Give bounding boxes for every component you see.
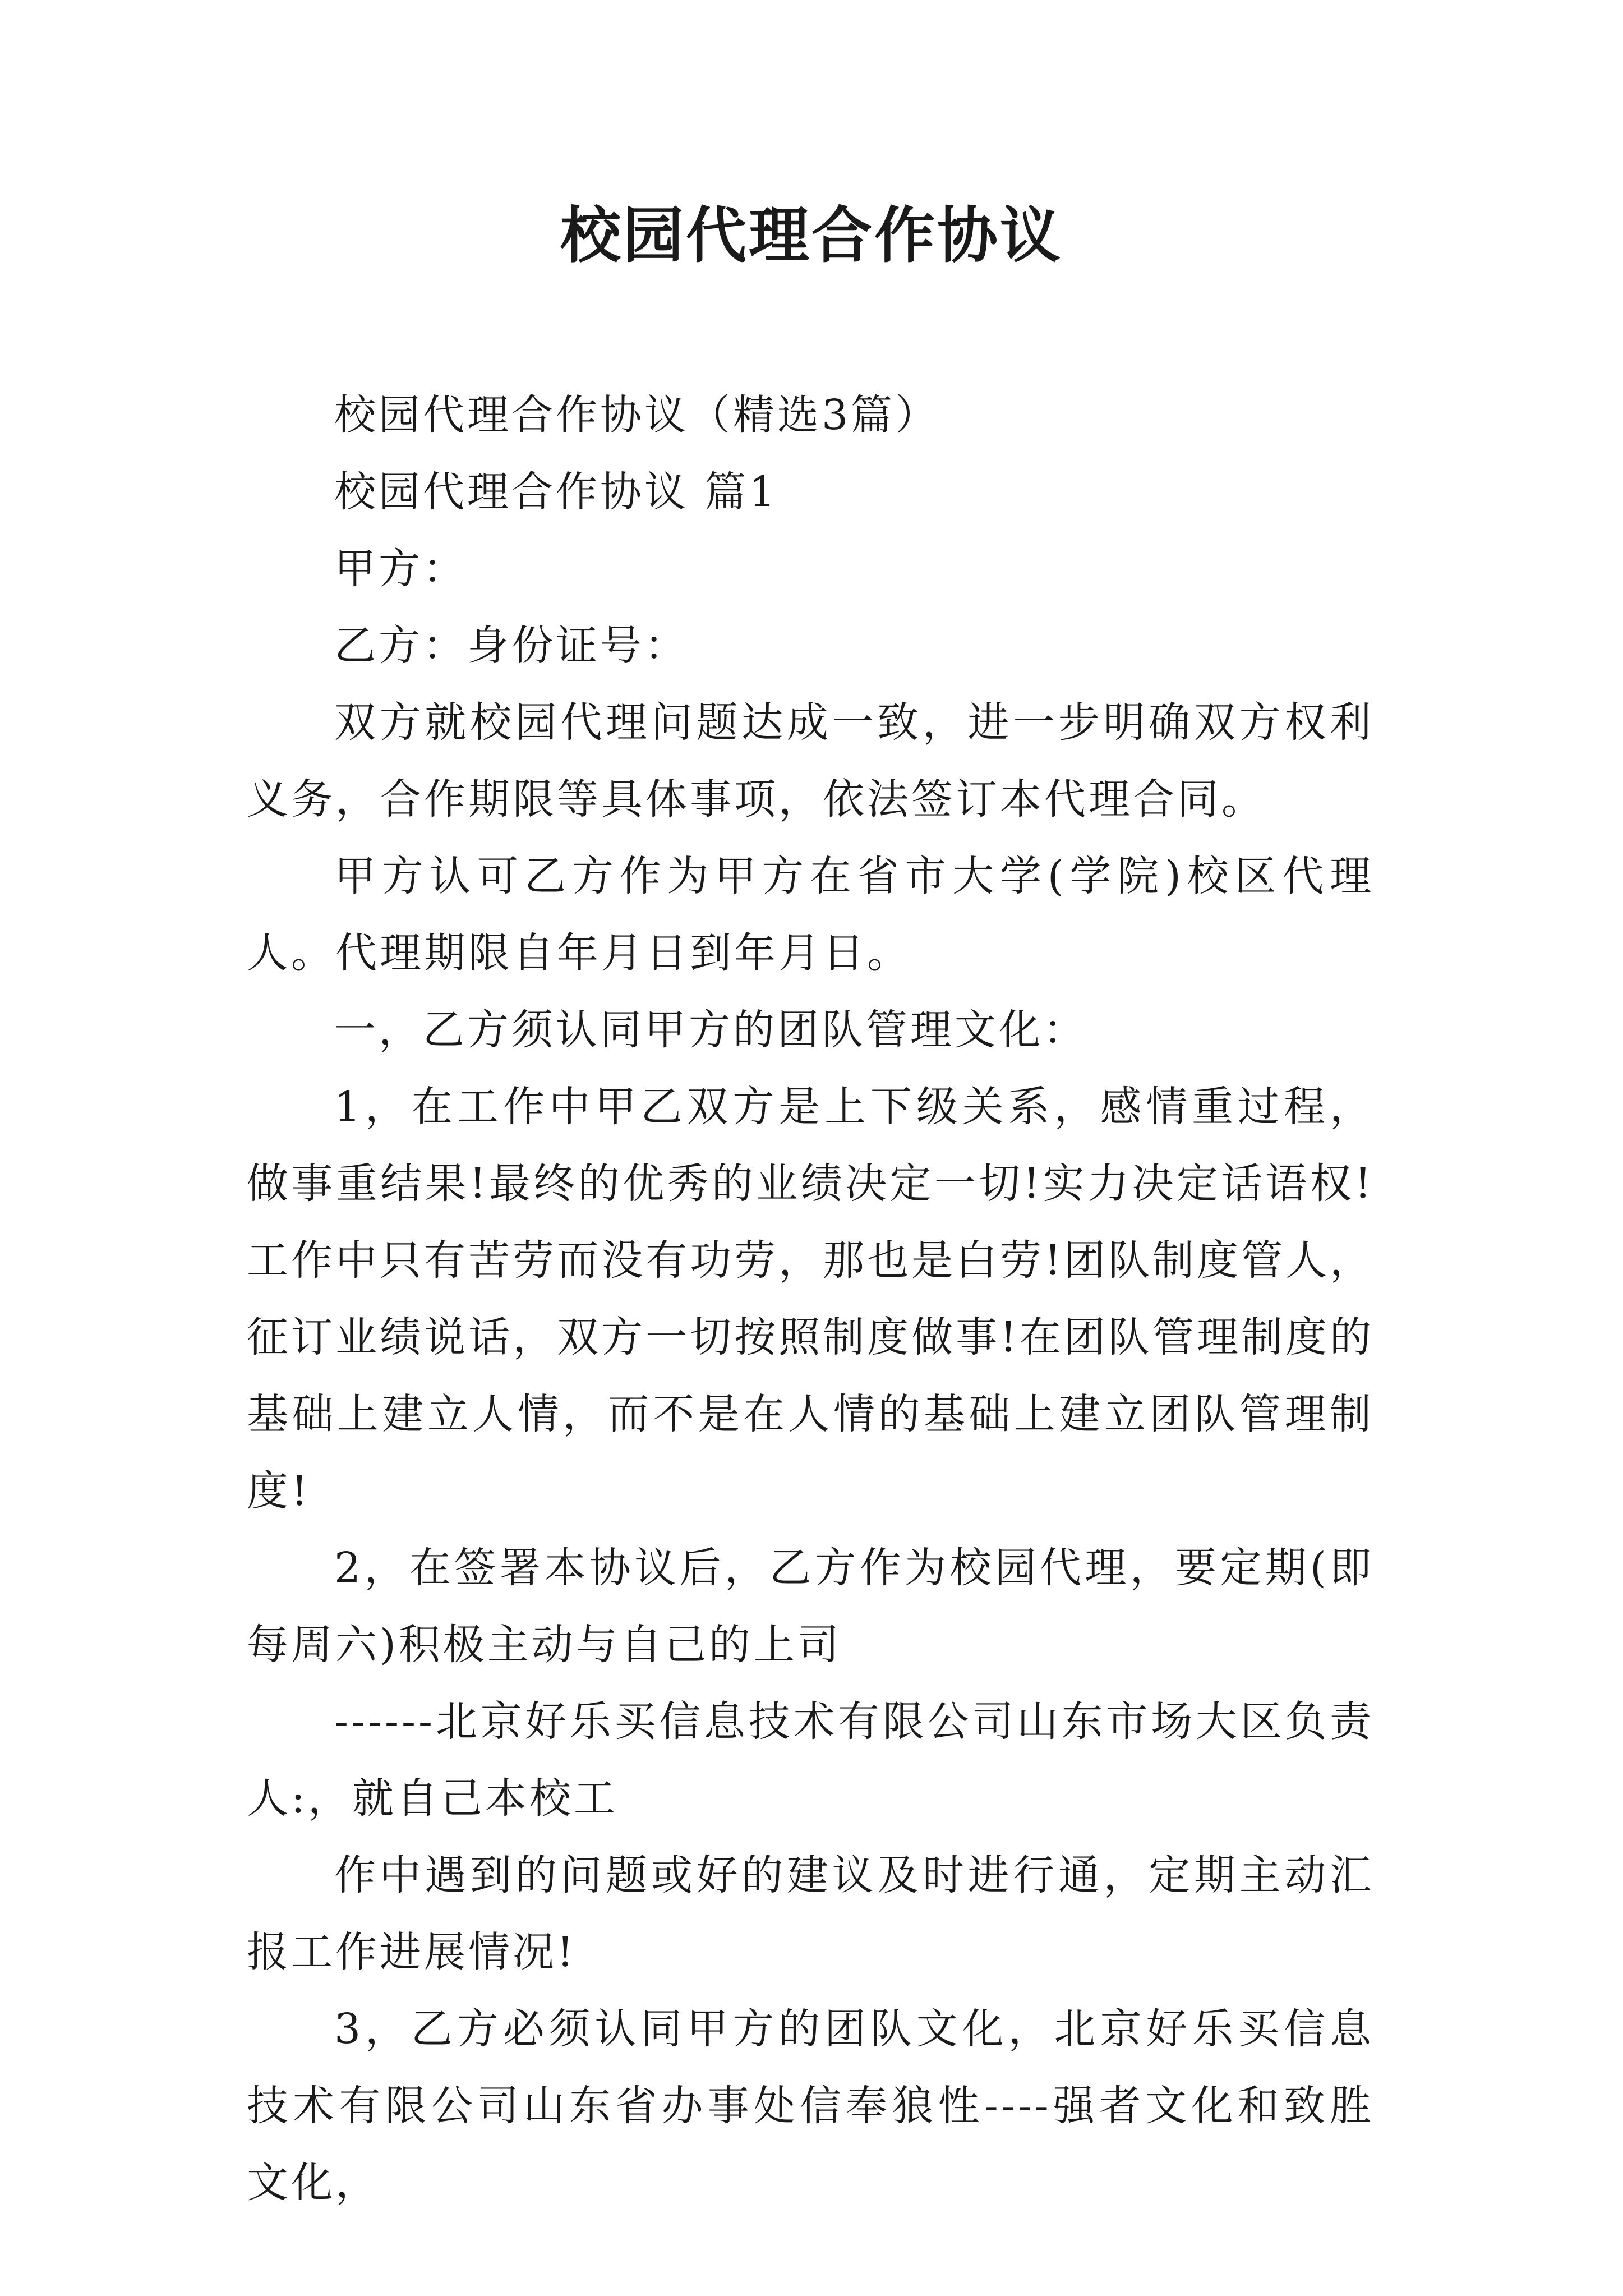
paragraph-agent-term: 甲方认可乙方作为甲方在省市大学(学院)校区代理人。代理期限自年月日到年月日。	[247, 852, 1374, 977]
paragraph-section-heading: 校园代理合作协议 篇1	[334, 468, 778, 516]
paragraph-clause-one: 一，乙方须认同甲方的团队管理文化：	[334, 1006, 1087, 1054]
document-body	[247, 377, 1374, 2221]
paragraph-item-1: 1，在工作中甲乙双方是上下级关系，感情重过程，做事重结果!最终的优秀的业绩决定一切!实力决定话语权!工作中只有苦劳而没有功劳，那也是白劳!团队制度管人，征订业绩说话，双方一切按照制度做事!在团队管理制度的基础上建立人情，而不是在人情的基础上建立团队管理制度!	[247, 1083, 1374, 1515]
paragraph-party-a: 甲方：	[334, 545, 467, 593]
paragraph-item-3: 3，乙方必须认同甲方的团队文化，北京好乐买信息技术有限公司山东省办事处信奉狼性----强者文化和致胜文化，	[247, 2005, 1374, 2207]
paragraph-item-2-contact: ------北京好乐买信息技术有限公司山东市场大区负责人:，就自己本校工	[247, 1697, 1374, 1823]
paragraph-agreement-intro: 双方就校园代理问题达成一致，进一步明确双方权利义务，合作期限等具体事项，依法签订本代理合同。	[247, 698, 1374, 823]
paragraph-item-2: 2，在签署本协议后，乙方作为校园代理，要定期(即每周六)积极主动与自己的上司	[247, 1544, 1374, 1669]
paragraph-party-b: 乙方：身份证号：	[334, 622, 689, 670]
paragraph-subtitle: 校园代理合作协议（精选3篇）	[334, 391, 940, 439]
paragraph-item-2-report: 作中遇到的问题或好的建议及时进行通，定期主动汇报工作进展情况!	[247, 1851, 1374, 1976]
document-title: 校园代理合作协议	[560, 200, 1063, 271]
